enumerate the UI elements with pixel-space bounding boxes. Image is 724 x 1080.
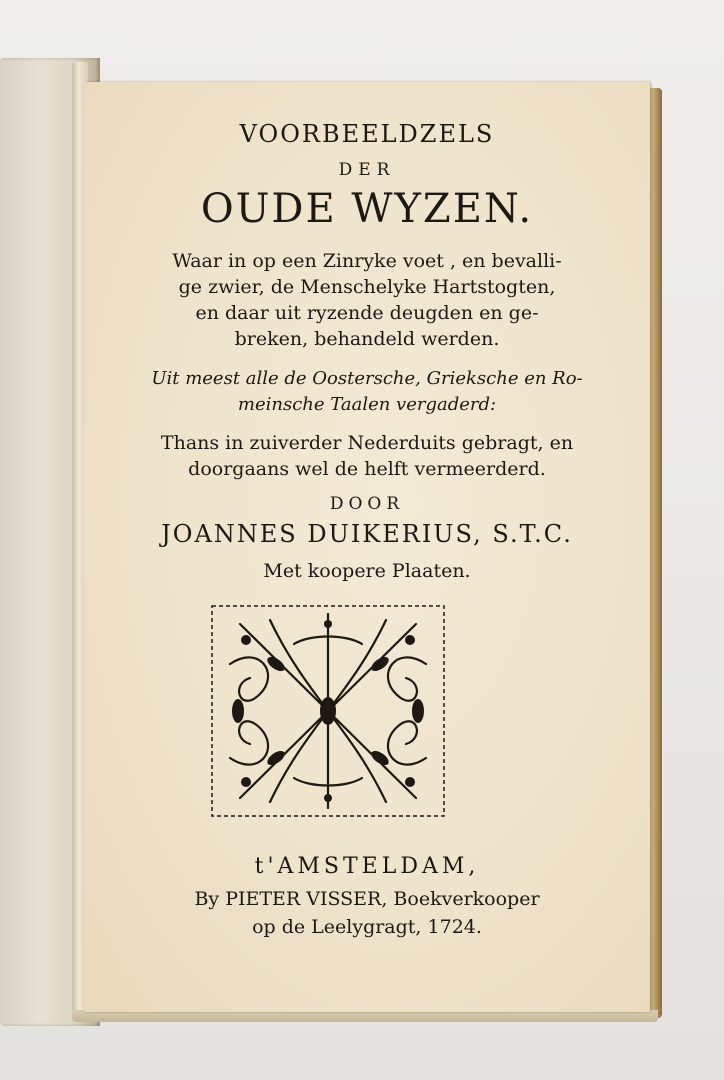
imprint-city: t'AMSTELDAM,	[254, 854, 480, 879]
title-line-2: DER	[338, 160, 396, 180]
sources-line: Uit meest alle de Oostersche, Grieksche en Ro-	[151, 368, 583, 389]
edition-line: doorgaans wel de helft vermeerderd.	[188, 458, 546, 480]
description-line: ge zwier, de Menschelyke Hartstogten,	[178, 276, 556, 298]
by-line: DOOR	[329, 494, 405, 514]
page-fore-edge	[648, 88, 662, 1018]
imprint-address: op de Leelygragt, 1724.	[252, 916, 482, 938]
sources-line: meinsche Taalen vergaderd:	[237, 394, 497, 415]
plates-note: Met koopere Plaaten.	[263, 560, 471, 582]
description-line: breken, behandeld werden.	[234, 328, 500, 350]
main-title: OUDE WYZEN.	[200, 186, 534, 232]
title-line-1: VOORBEELDZELS	[239, 120, 495, 148]
edition-line: Thans in zuiverder Nederduits gebragt, en	[160, 432, 574, 454]
description-line: en daar uit ryzende deugden en ge-	[195, 302, 539, 324]
imprint-publisher: By PIETER VISSER, Boekverkooper	[194, 888, 540, 910]
title-page	[84, 82, 650, 1012]
author-name: JOANNES DUIKERIUS, S.T.C.	[161, 520, 573, 548]
description-line: Waar in op een Zinryke voet , en bevalli-	[172, 250, 562, 272]
woodcut-ornament-icon	[210, 604, 446, 818]
